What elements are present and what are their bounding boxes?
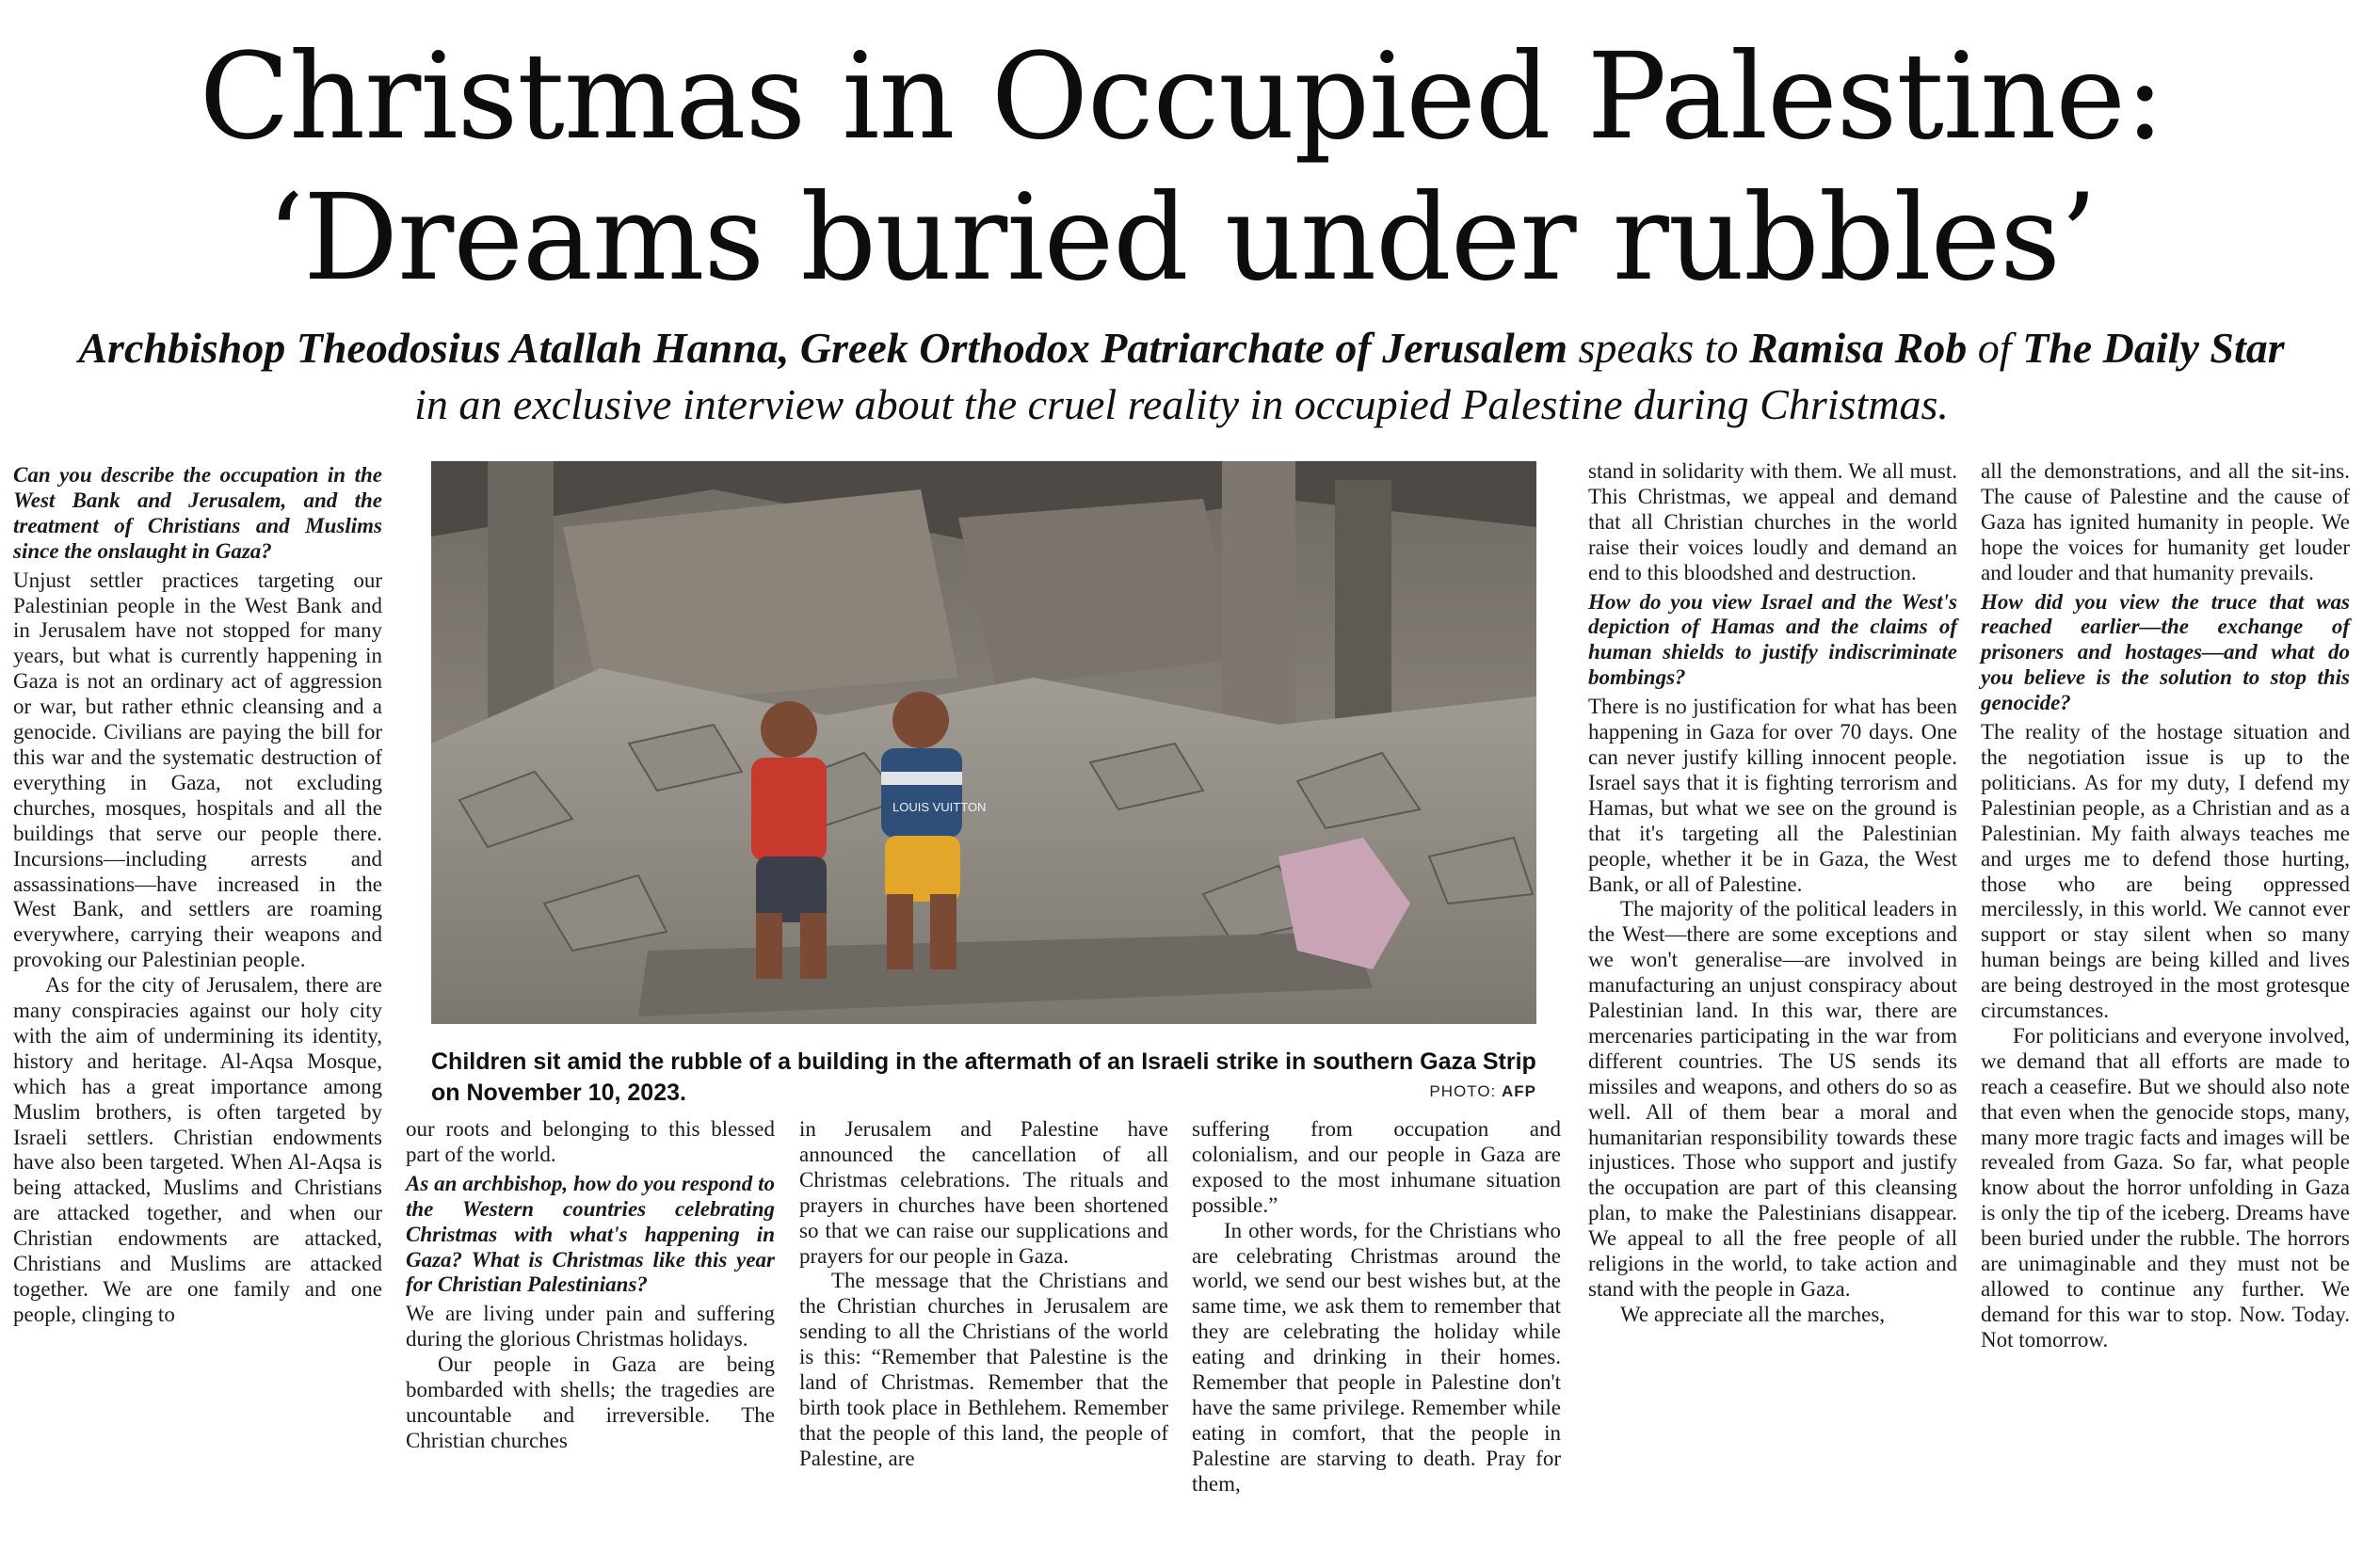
column-3 — [799, 1117, 1168, 1472]
photo-credit-label: PHOTO: — [1429, 1082, 1502, 1100]
question-1: Can you describe the occupation in the West Bank and Jerusalem, and the treatment of Christians and Muslims since the onslaught in Gaza? — [13, 463, 382, 563]
answer-4: The reality of the hostage situation and the negotiation issue is up to the politicians. As for my duty, I defend my Palestinian people, as a Christian and as a Palestinian. My faith always teaches me and urges me to defend those hurting, those who are being oppressed mercilessly, in this world. We cannot ever support or stay silent when so many human beings are being killed and lives are being destroyed in the most grotesque circumstances. — [1981, 720, 2350, 1023]
answer-2: We are living under pain and suffering during the glorious Christmas holidays. — [406, 1302, 775, 1352]
headline-line-2: ‘Dreams buried under rubbles’ — [266, 168, 2097, 307]
standfirst-outlet: The Daily Star — [2022, 324, 2285, 372]
headline-line-1: Christmas in Occupied Palestine: — [199, 27, 2164, 166]
paragraph: As for the city of Jerusalem, there are many conspiracies against our holy city with the aim of undermining its identity, history and heritage. Al-Aqsa Mosque, which has a great importance among Muslim brothers, is often targeted by Israeli settlers. Christian endowments have also been targeted. When Al-Aqsa is being attacked, Muslims and Christians are attacked together, and when our Christian endowments are attacked, Christians and Muslims are attacked together. We are one family and one people, clinging to — [13, 973, 382, 1326]
paragraph: We appreciate all the marches, — [1620, 1302, 1886, 1326]
standfirst-speaks-to: speaks to — [1567, 324, 1749, 372]
headline — [0, 26, 2363, 309]
column-6 — [1981, 459, 2350, 1353]
paragraph: in Jerusalem and Palestine have announced the cancellation of all Christmas celebrations. The rituals and prayers in churches have been shortened so that we can raise our supplications and prayers for our people in Gaza. — [799, 1117, 1168, 1268]
column-4 — [1192, 1117, 1561, 1497]
photo-caption: Children sit amid the rubble of a building in the aftermath of an Israeli strike in southern Gaza Strip on November 10, 2023. — [431, 1048, 1536, 1106]
standfirst-reporter: Ramisa Rob — [1748, 324, 1968, 372]
standfirst-rest: in an exclusive interview about the cruel reality in occupied Palestine during Christmas. — [414, 380, 1949, 428]
paragraph: stand in solidarity with them. We all must. This Christmas, we appeal and demand that all Christian churches in the world raise their voices loudly and demand an end to this bloodshed and destruction. — [1588, 459, 1957, 584]
answer-1: Unjust settler practices targeting our Palestinian people in the West Bank and in Jerusalem have not stopped for many years, but what is currently happening in Gaza is not an ordinary act of aggression or war, but rather ethnic cleansing and a genocide. Civilians are paying the bill for this war and the systematic destruction of everything in Gaza, not excluding churches, mosques, hospitals and all the buildings that serve our people there. Incursions—including arrests and assassinations—have increased in the West Bank, and settlers are roaming everywhere, carrying their weapons and provoking our Palestinian people. — [13, 568, 382, 972]
paragraph: our roots and belonging to this blessed part of the world. — [406, 1117, 775, 1166]
paragraph: For politicians and everyone involved, we demand that all efforts are made to reach a ceasefire. But we should also note that even when the genocide stops, many, many more tragic facts and images will be revealed from Gaza. So far, what people know about the horror unfolding in Gaza is only the tip of the iceberg. Dreams have been buried under the rubble. The horrors are unimaginable and they must not be allowed to continue any further. We demand for this war to stop. Now. Today. Not tomorrow. — [1981, 1023, 2350, 1352]
column-2 — [406, 1117, 775, 1454]
rubble-scene-illustration — [431, 461, 1536, 1024]
column-5 — [1588, 459, 1957, 1328]
question-2: As an archbishop, how do you respond to the Western countries celebrating Christmas with what's happening in Gaza? What is Christmas like this year for Christian Palestinians? — [406, 1171, 775, 1297]
paragraph: suffering from occupation and colonialism, and our people in Gaza are exposed to the most inhumane situation possible.” — [1192, 1117, 1561, 1217]
standfirst-of: of — [1967, 324, 2023, 372]
photo-credit-source: AFP — [1502, 1082, 1536, 1100]
article-photo — [431, 461, 1536, 1024]
answer-3: There is no justification for what has been happening in Gaza for over 70 days. One can never justify killing innocent people. Israel says that it is fighting terrorism and Hamas, but what we see on the ground is that it's targeting all the Palestinian people, whether it be in Gaza, the West Bank, or all of Palestine. — [1588, 695, 1957, 896]
paragraph: The message that the Christians and the Christian churches in Jerusalem are sending to all the Christians of the world is this: “Remember that Palestine is the land of Christmas. Remember that the birth took place in Bethlehem. Remember that the people of this land, the people of Palestine, are — [799, 1269, 1168, 1470]
paragraph: all the demonstrations, and all the sit-ins. The cause of Palestine and the cause of Gaza has ignited humanity in people. We hope the voices for humanity get louder and louder and that humanity prevails. — [1981, 459, 2350, 584]
paragraph: In other words, for the Christians who are celebrating Christmas around the world, we send our best wishes but, at the same time, we ask them to remember that they are celebrating the holiday while eating and drinking in their homes. Remember that people in Palestine don't have the same privilege. Remember while eating in comfort, that the people in Palestine are starving to death. Pray for them, — [1192, 1218, 1561, 1496]
question-4: How did you view the truce that was reached earlier—the exchange of prisoners and hostages—and what do you believe is the solution to stop this genocide? — [1981, 589, 2350, 715]
paragraph: The majority of the political leaders in the West—there are some exceptions and we won't generalise—are involved in manufacturing an unjust conspiracy about Palestinian land. In this war, there are mercenaries participating in the war from different countries. The US sends its missiles and weapons, and others do so as well. All of them bear a moral and humanitarian responsibility towards these injustices. Those who support and justify the occupation are part of this cleansing plan, to make the Palestinians disappear. We appeal to all the free people of all religions in the world, to take action and stand with the people in Gaza. — [1588, 897, 1957, 1301]
standfirst — [56, 320, 2307, 433]
shirt-print: LOUIS VUITTON — [892, 800, 987, 814]
paragraph: Our people in Gaza are being bombarded with shells; the tragedies are uncountable and irreversible. The Christian churches — [406, 1352, 775, 1452]
standfirst-person: Archbishop Theodosius Atallah Hanna, Greek Orthodox Patriarchate of Jerusalem — [78, 324, 1568, 372]
column-1 — [13, 459, 382, 1328]
photo-credit — [1346, 1082, 1536, 1101]
question-3: How do you view Israel and the West's depiction of Hamas and the claims of human shields to justify indiscriminate bombings? — [1588, 589, 1957, 690]
